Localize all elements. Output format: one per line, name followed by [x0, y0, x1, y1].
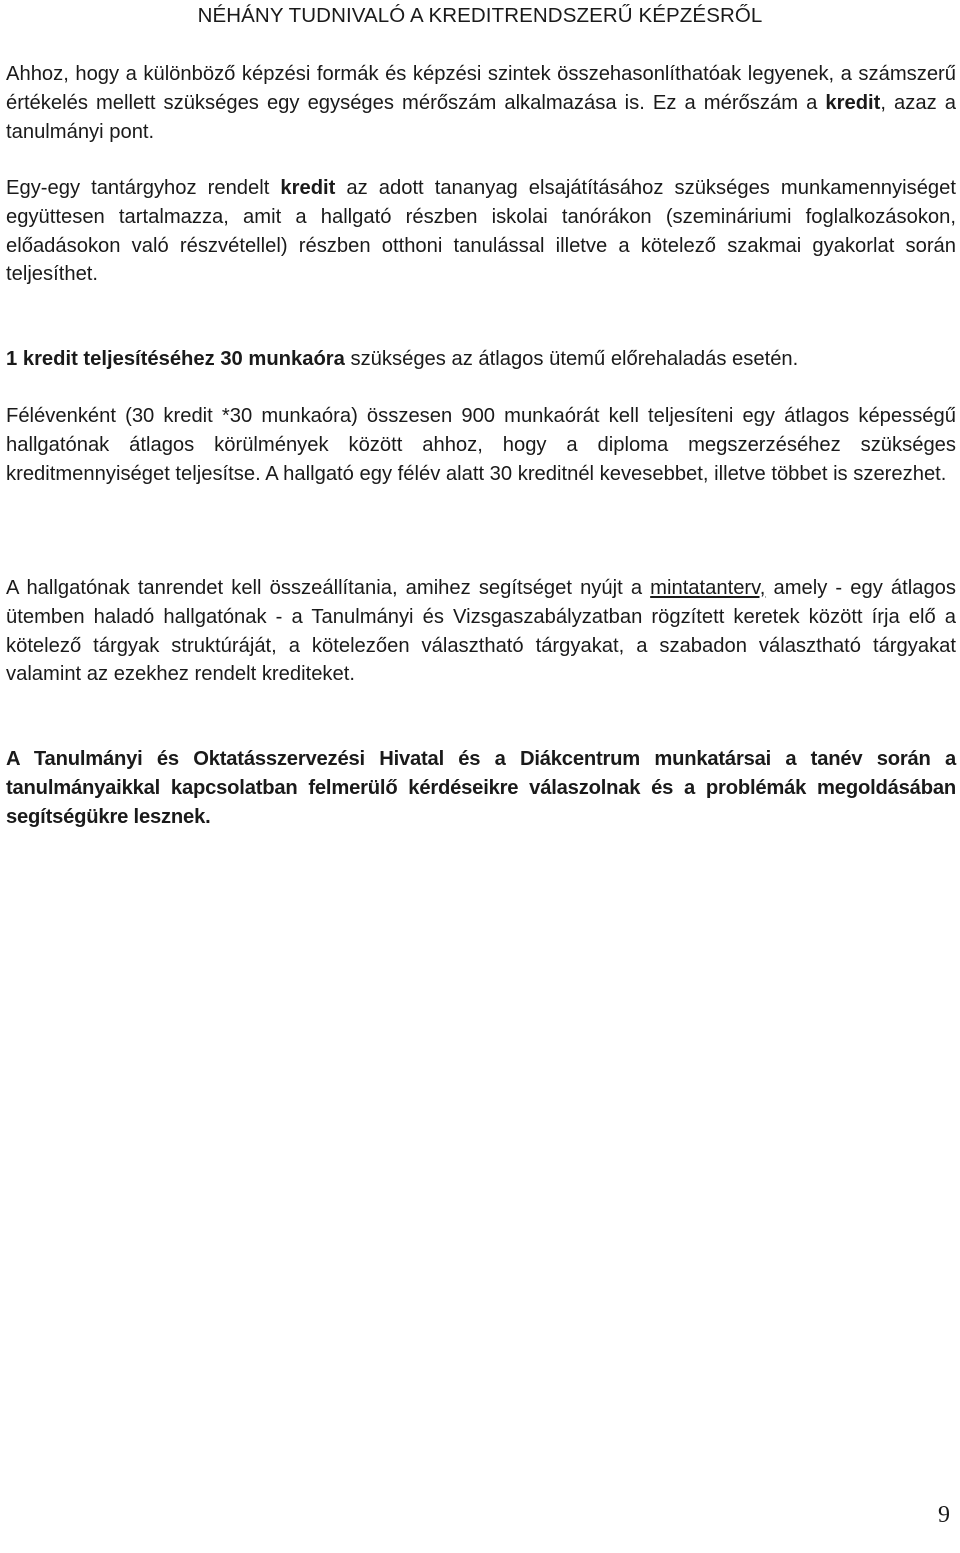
- paragraph-text: az adott tananyag elsajátításához szükséges munkamennyiséget együttesen tartalmazza, amit a hallgató részben iskolai tanórákon (szemináriumi foglalkozásokon, előadásokon való részvétellel) részben otthoni tanulással illetve a kötelező szakmai gyakorlat során teljesíthet.: [6, 177, 956, 286]
- paragraph-intro: [6, 60, 956, 146]
- paragraph-text: , azaz a tanulmányi pont.: [6, 91, 956, 143]
- paragraph-text: A Tanulmányi és Oktatásszervezési Hivatal és a Diákcentrum munkatársai a tanév során a tanulmányaikkal kapcsolatban felmerülő kérdéseikre válaszolnak és a problémák megoldásában segítségükre lesznek.: [6, 748, 956, 828]
- bold-term-kredit: kredit: [280, 177, 336, 199]
- paragraph-text: amely - egy átlagos ütemben haladó hallgatónak - a Tanulmányi és Vizsgaszabályzatban rögzített keretek között írja elő a kötelező tárgyak struktúráját, a kötelezően választható tárgyakat, a szabadon választható tárgyakat valamint az ezekhez rendelt krediteket.: [6, 577, 957, 686]
- paragraph-text: Ahhoz, hogy a különböző képzési formák és képzési szintek összehasonlíthatóak legyenek, a számszerű értékelés mellett szükséges egy egységes mérőszám alkalmazása is. Ez a mérőszám a: [6, 63, 956, 114]
- paragraph-curriculum: [6, 574, 956, 689]
- paragraph-text: szükséges az átlagos ütemű előrehaladás esetén.: [344, 348, 799, 370]
- paragraph-kredit-definition: [6, 174, 956, 289]
- paragraph-office-help: [6, 745, 956, 831]
- page-title: NÉHÁNY TUDNIVALÓ A KREDITRENDSZERŰ KÉPZÉSRŐL: [197, 4, 763, 27]
- paragraph-text: Egy-egy tantárgyhoz rendelt: [6, 177, 281, 199]
- page-number: 9: [938, 1502, 950, 1528]
- mintatanterv-link[interactable]: mintatanterv,: [650, 577, 766, 599]
- bold-term-kredit: kredit: [825, 91, 881, 114]
- paragraph-text: Félévenként (30 kredit *30 munkaóra) összesen 900 munkaórát kell teljesíteni egy átlagos képességű hallgatónak átlagos körülmények között ahhoz, hogy a diploma megszerzéséhez szükséges kreditmennyiséget teljesítse. A hallgató egy félév alatt 30 kreditnél kevesebbet, illetve többet is szerezhet.: [6, 405, 956, 485]
- paragraph-text: A hallgatónak tanrendet kell összeállítania, amihez segítséget nyújt a: [6, 577, 651, 599]
- paragraph-kredit-hours: [6, 345, 956, 374]
- bold-statement: 1 kredit teljesítéséhez 30 munkaóra: [6, 348, 345, 370]
- paragraph-semester-hours: [6, 402, 956, 488]
